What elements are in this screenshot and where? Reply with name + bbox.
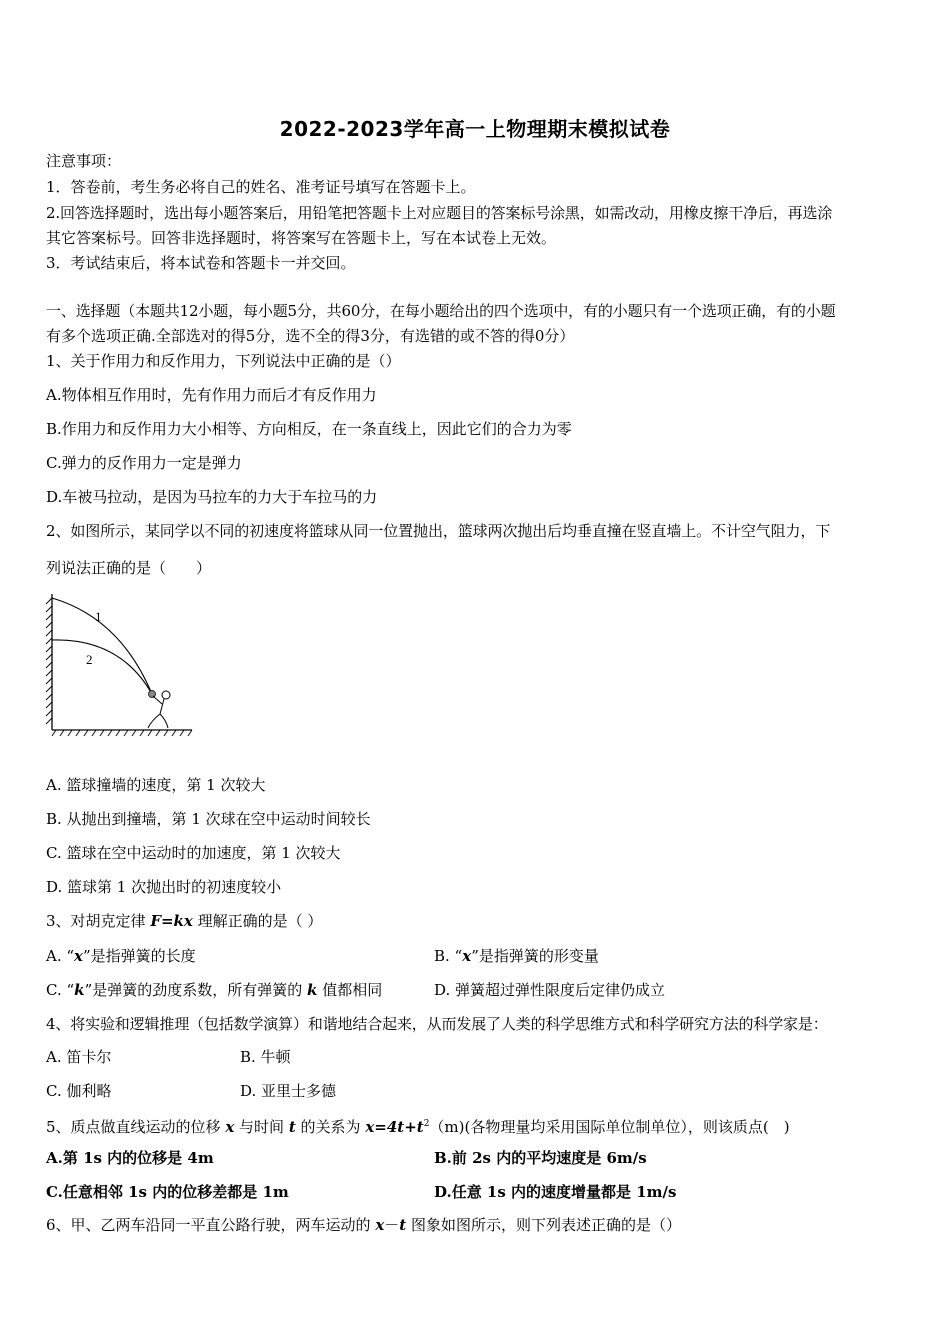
notes-heading: 注意事项： [46,152,122,170]
q5-stem: 5、质点做直线运动的位移 x 与时间 t 的关系为 $x=4t+t^2(m)$(各物理量均采用国际单位制单位），则该质点( ) [46,1118,790,1136]
q1-option-d: D.车被马拉动，是因为马拉车的力大于车拉马的力 [46,488,378,506]
trajectory-1 [52,598,152,694]
note-item-1: 1．答卷前，考生务必将自己的姓名、准考证号填写在答题卡上。 [46,178,476,196]
q4-option-a: A. 笛卡尔 [46,1048,112,1066]
q4-option-c: C. 伽利略 [46,1082,112,1100]
q4-stem: 4、将实验和逻辑推理（包括数学演算）和谐地结合起来，从而发展了人类的科学思维方式和科学研究方法的科学家是： [46,1015,828,1033]
q5-option-d: D.任意 1s 内的速度增量都是 1m/s [434,1183,677,1201]
q2-figure-basketball-trajectories [40,588,200,738]
q3-option-c: C. “k”是弹簧的劲度系数，所有弹簧的 k 值都相同 [46,981,383,999]
q5-option-c: C.任意相邻 1s 内的位移差都是 1m [46,1183,289,1201]
q2-option-c: C. 篮球在空中运动时的加速度，第 1 次较大 [46,844,341,862]
q3-option-b: B. “x”是指弹簧的形变量 [434,947,599,965]
q2-option-d: D. 篮球第 1 次抛出时的初速度较小 [46,878,282,896]
q4-option-b: B. 牛顿 [240,1048,291,1066]
q5-option-b: B.前 2s 内的平均速度是 6m/s [434,1149,647,1167]
note-item-2-cont: 其它答案标号。回答非选择题时，将答案写在答题卡上，写在本试卷上无效。 [46,229,557,247]
note-item-3: 3．考试结束后，将本试卷和答题卡一并交回。 [46,254,356,272]
q3-stem: 3、对胡克定律 F=kx 理解正确的是（ ） [46,912,323,930]
note-item-2: 2.回答选择题时，选出每小题答案后，用铅笔把答题卡上对应题目的答案标号涂黑，如需改动，用橡皮擦干净后，再选涂 [46,204,833,222]
basketball-icon [149,691,156,698]
q1-stem: 1、关于作用力和反作用力，下列说法中正确的是（） [46,352,401,370]
trajectory-label-2: 2 [86,652,93,667]
q6-stem: 6、甲、乙两车沿同一平直公路行驶，两车运动的 x－t 图象如图所示，则下列表述正确的是（） [46,1216,682,1234]
page-title: 2022-2023学年高一上物理期末模拟试卷 [279,117,671,141]
section-heading-line1: 一、选择题（本题共12小题，每小题5分，共60分，在每小题给出的四个选项中，有的小题只有一个选项正确，有的小题 [46,302,836,320]
q3-option-d: D. 弹簧超过弹性限度后定律仍成立 [434,981,666,999]
trajectory-2 [52,640,152,694]
q5-option-a: A.第 1s 内的位移是 4m [46,1149,214,1167]
q2-option-b: B. 从抛出到撞墙，第 1 次球在空中运动时间较长 [46,810,371,828]
trajectory-label-1: 1 [95,609,102,624]
q1-option-b: B.作用力和反作用力大小相等、方向相反，在一条直线上，因此它们的合力为零 [46,420,572,438]
section-heading-line2: 有多个选项正确.全部选对的得5分，选不全的得3分，有选错的或不答的得0分） [46,327,575,345]
q2-stem-line1: 2、如图所示，某同学以不同的初速度将篮球从同一位置抛出，篮球两次抛出后均垂直撞在竖直墙上。不计空气阻力，下 [46,522,831,540]
q2-option-a: A. 篮球撞墙的速度，第 1 次较大 [46,776,266,794]
q1-option-c: C.弹力的反作用力一定是弹力 [46,454,242,472]
q3-option-a: A. “x”是指弹簧的长度 [46,947,196,965]
q1-option-a: A.物体相互作用时，先有作用力而后才有反作用力 [46,386,377,404]
q4-option-d: D. 亚里士多德 [240,1082,337,1100]
q2-stem-line2: 列说法正确的是（ ） [46,559,212,577]
